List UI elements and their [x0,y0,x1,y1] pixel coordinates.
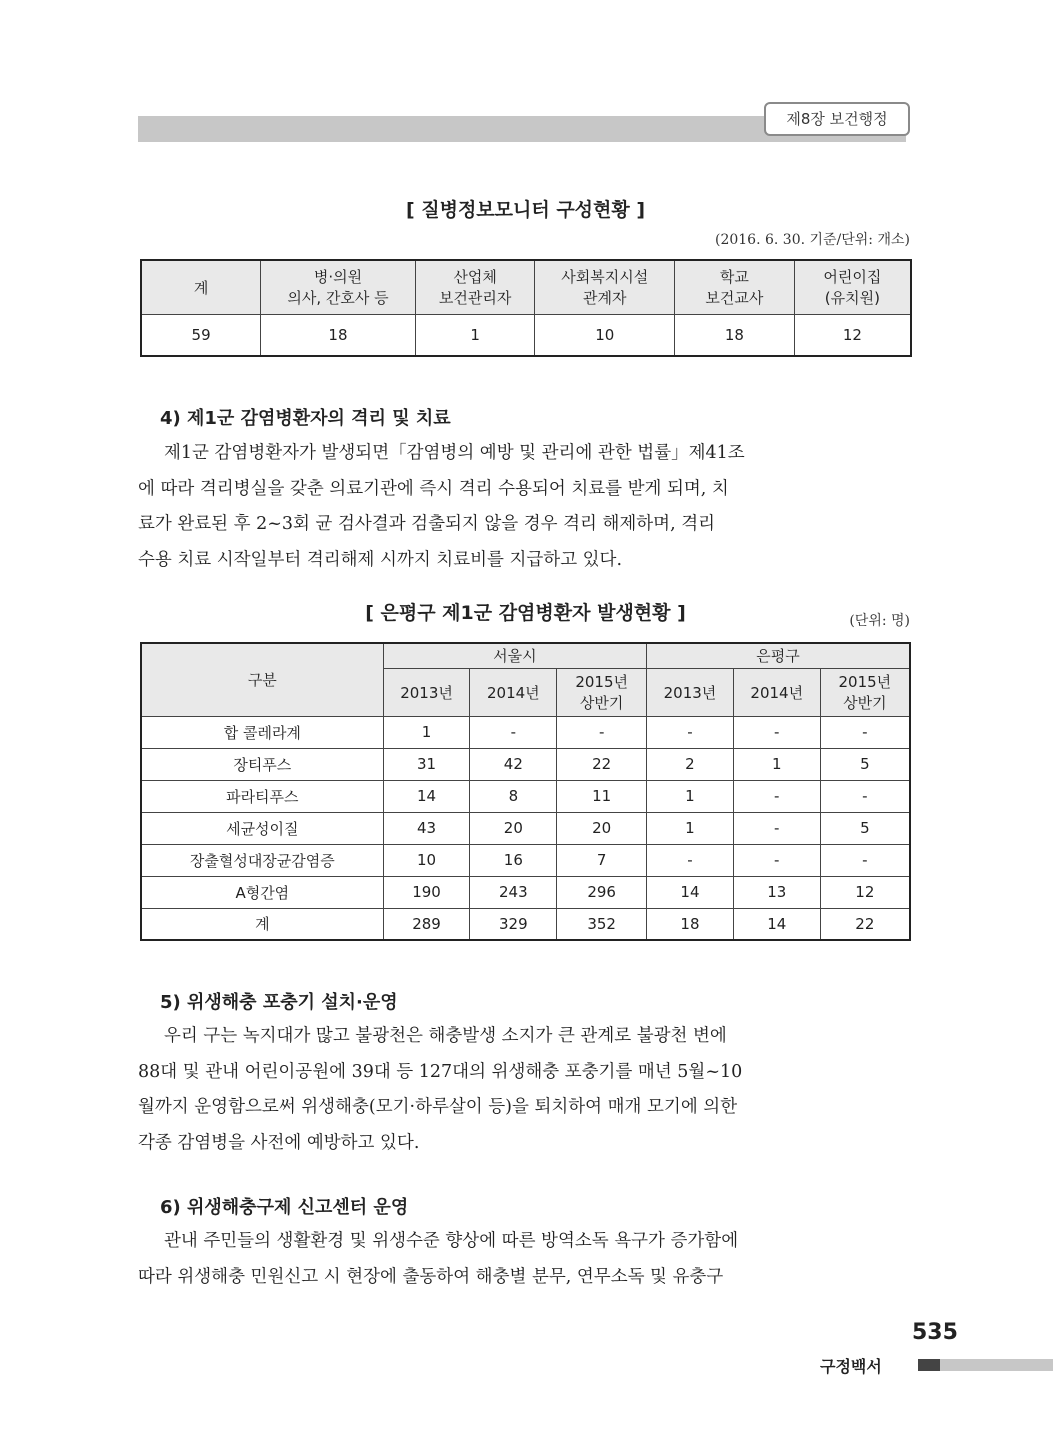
table2-unit: (단위: 명) [849,613,910,629]
table-cell: 18 [647,908,734,940]
book-title: 구정백서 [820,1357,882,1376]
table-cell: 42 [470,748,557,780]
table-cell: 20 [470,812,557,844]
footer-bar-light [940,1359,1053,1371]
table-cell: 22 [820,908,910,940]
table-row [141,812,910,844]
section4-paragraph [138,436,913,578]
section6-heading: 6) 위생해충구제 신고센터 운영 [160,1197,409,1218]
table-cell: - [733,780,820,812]
table-cell: 10 [383,844,470,876]
table-cell: 22 [557,748,647,780]
table-row [141,780,910,812]
paragraph-line: 관내 주민들의 생활환경 및 위생수준 향상에 따른 방역소독 욕구가 증가함에 [164,1231,739,1251]
infection-header-year: 2013년 [383,668,470,716]
paragraph-line: 88대 및 관내 어린이공원에 39대 등 127대의 위생해충 포충기를 매년 5월~10 [138,1061,743,1082]
paragraph-line: 료가 완료된 후 2~3회 균 검사결과 검출되지 않을 경우 격리 해제하며, 격리 [138,514,716,534]
table-cell: 2 [647,748,734,780]
table-row [141,748,910,780]
table-cell: 1 [415,314,535,356]
table1-title: [ 질병정보모니터 구성현황 ] [405,199,646,221]
infection-header-category: 구분 [141,643,383,716]
table-cell: - [557,716,647,748]
monitor-header-total: 계 [141,260,261,314]
paragraph-line: 따라 위생해충 민원신고 시 현장에 출동하여 해충별 분무, 연무소독 및 유충구 [138,1266,724,1287]
paragraph-line: 에 따라 격리병실을 갖춘 의료기관에 즉시 격리 수용되어 치료를 받게 되며, 치 [138,478,729,499]
table-cell: 352 [557,908,647,940]
table-cell: 10 [535,314,675,356]
table-cell: 243 [470,876,557,908]
row-label: 장출혈성대장균감염증 [141,844,383,876]
table-cell: 7 [557,844,647,876]
infection-table-group-row [141,643,910,668]
paragraph-line: 수용 치료 시작일부터 격리해제 시까지 치료비를 지급하고 있다. [138,549,623,570]
table-cell: 13 [733,876,820,908]
table-cell: 18 [261,314,416,356]
monitor-header-welfare: 사회복지시설 관계자 [535,260,675,314]
table-cell: - [733,812,820,844]
table-cell: 12 [820,876,910,908]
table-cell: 31 [383,748,470,780]
table2-title: [ 은평구 제1군 감염병환자 발생현황 ] [365,602,686,624]
infection-table [140,642,911,941]
table-cell: 20 [557,812,647,844]
infection-header-year: 2014년 [733,668,820,716]
table-cell: 14 [647,876,734,908]
monitor-header-industry: 산업체 보건관리자 [415,260,535,314]
infection-header-year: 2014년 [470,668,557,716]
table-cell: - [820,844,910,876]
table-row [141,844,910,876]
row-label: 장티푸스 [141,748,383,780]
table1-unit: (2016. 6. 30. 기준/단위: 개소) [714,232,910,248]
table-cell: 329 [470,908,557,940]
infection-header-seoul: 서울시 [383,643,646,668]
table-cell: 8 [470,780,557,812]
section5-paragraph [138,1019,913,1161]
row-label: 합 콜레라계 [141,716,383,748]
section6-paragraph [138,1224,913,1295]
table-cell: 1 [647,780,734,812]
monitor-table [140,259,912,357]
table-cell: 190 [383,876,470,908]
table-cell: - [733,844,820,876]
paragraph-line: 제1군 감염병환자가 발생되면「감염병의 예방 및 관리에 관한 법률」제41조 [164,443,745,463]
infection-header-year: 2015년 상반기 [820,668,910,716]
table-cell: - [470,716,557,748]
table-cell: - [733,716,820,748]
table-cell: 14 [733,908,820,940]
table-row [141,716,910,748]
table-cell: 5 [820,812,910,844]
paragraph-line: 월까지 운영함으로써 위생해충(모기·하루살이 등)을 퇴치하여 매개 모기에 의한 [138,1097,738,1117]
monitor-header-school: 학교 보건교사 [675,260,795,314]
row-label: A형간염 [141,876,383,908]
table-cell: 1 [733,748,820,780]
table-cell: 59 [141,314,261,356]
table-cell: 16 [470,844,557,876]
table-cell: - [647,716,734,748]
table-cell: - [820,716,910,748]
table-cell: 1 [383,716,470,748]
chapter-tab: 제8장 보건행정 [764,102,910,136]
section4-heading: 4) 제1군 감염병환자의 격리 및 치료 [160,408,451,429]
table-cell: - [647,844,734,876]
table-cell: 43 [383,812,470,844]
infection-header-year: 2015년 상반기 [557,668,647,716]
monitor-header-daycare: 어린이집 (유치원) [794,260,911,314]
infection-header-year: 2013년 [647,668,734,716]
monitor-table-value-row [141,314,911,356]
monitor-header-hospital: 병·의원 의사, 간호사 등 [261,260,416,314]
page-number: 535 [912,1320,958,1345]
paragraph-line: 우리 구는 녹지대가 많고 불광천은 해충발생 소지가 큰 관계로 불광천 변에 [164,1026,727,1046]
table-cell: 18 [675,314,795,356]
table-cell: 1 [647,812,734,844]
row-label: 세균성이질 [141,812,383,844]
monitor-table-header-row [141,260,911,314]
table-row [141,876,910,908]
row-label: 계 [141,908,383,940]
table-row [141,908,910,940]
table-cell: 12 [794,314,911,356]
row-label: 파라티푸스 [141,780,383,812]
table-cell: 14 [383,780,470,812]
footer-bar-dark [918,1359,940,1371]
section5-heading: 5) 위생해충 포충기 설치·운영 [160,992,398,1013]
table-cell: 289 [383,908,470,940]
paragraph-line: 각종 감염병을 사전에 예방하고 있다. [138,1132,420,1153]
table-cell: 5 [820,748,910,780]
table-cell: 11 [557,780,647,812]
table-cell: - [820,780,910,812]
infection-header-eunpyeong: 은평구 [647,643,910,668]
table-cell: 296 [557,876,647,908]
